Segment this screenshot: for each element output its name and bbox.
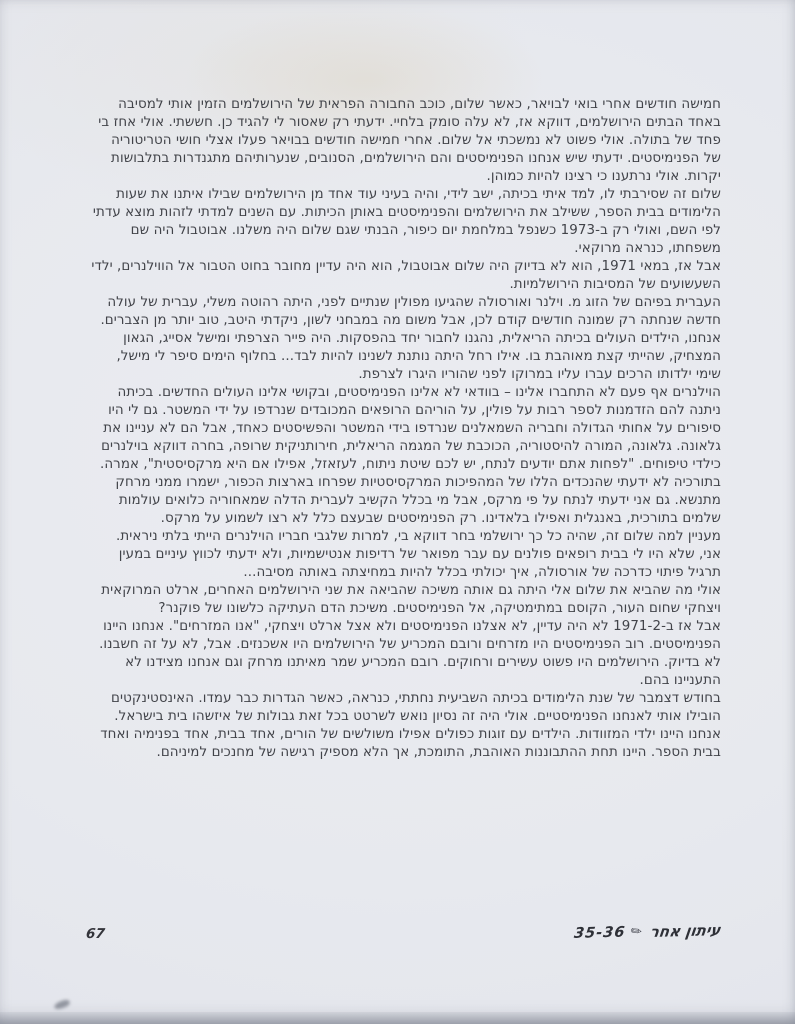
paragraph: מעניין למה שלום זה, שהיה כל כך ירושלמי בחר דווקא בי, למרות שלגבי חבריו הוילנרים הייתי בלתי ניראית. אני, שלא היו לי בבית רופאים פולנים עם עבר מפואר של רדיפות אנטישמיות, ולא ידעתי לכווץ עיניים במעין תרגיל פיתוי כדרכה של אורסולה, איך יכולתי בכלל להיות במחיצתה באותה מסיבה... (116, 529, 721, 580)
paragraph: אבל אז, במאי 1971, הוא לא בדיוק היה שלום אבוטבול, הוא היה עדיין מחובר בחוט הטבור אל הווילנרים, ילדי השעשועים של המסיבות הירושלמיות. (91, 259, 721, 292)
page-bottom-shadow (0, 1012, 795, 1024)
paragraph: חמישה חודשים אחרי בואי לבויאר, כאשר שלום, כוכב החבורה הפראית של הירושלמים הזמין אותי למסיבה באחד הבתים הירושלמים, דווקא אז, לא עלה סומק בלחיי. ידעתי רק שאסור לי להגיד כן. חששתי. אולי אחז בי פחד של בתולה. אולי פשוט לא נמשכתי אל שלום. אחרי חמישה חודשים בבויאר פעלו אצלי חושי הטריטוריה של הפנימיסטים. ידעתי שיש אנחנו הפנימיסטים והם הירושלמים, הסנובים, שנערותיהם מתגנדרות בתלבושות יקרות. אולי נרתענו כי רצינו להיות כמוהן. (98, 97, 721, 184)
page-number: 67 (85, 926, 106, 942)
handwritten-annotation (574, 921, 721, 943)
paragraph: אנחנו, הילדים העולים בכיתה הריאלית, נהגנו לחבור יחד בהפסקות. היה פייר הצרפתי ומישל אסייג, הגאון המצחיק, שהייתי קצת מאוהבת בו. אילו רחל היתה נותנת לשנינו להיות לבד... בחלוף הימים סיפר לי מישל, שימי ילדותו הרכים עברו עליו במרוקו לפני שהוריו היגרו לצרפת. (116, 331, 721, 382)
scan-smudge (53, 999, 70, 1011)
paragraph: בחודש דצמבר של שנת הלימודים בכיתה השביעית נחתתי, כנראה, כאשר הגדרות כבר עמדו. האינסטינקטים הובילו אותי לאנחנו הפנימיסטיים. אולי היה זה נסיון נואש לשרטט בכל זאת גבולות של איזשהו בית בישראל. (111, 691, 721, 724)
pencil-icon: ✎ (628, 922, 647, 941)
paragraph: אולי מה שהביא את שלום אלי היתה גם אותה משיכה שהביאה את שני הירושלמים האחרים, ארלט המרוקאית ויצחקי שחום העור, הקוסם במתימטיקה, אל הפנימיסטים. משיכת הדם העתיקה כלשונו של פוקנר? (101, 583, 721, 616)
paragraph: הוילנרים אף פעם לא התחברו אלינו – בוודאי לא אלינו הפנימיסטים, ובקושי אלינו העולים החדשים. בכיתה ניתנה להם הזדמנות לספר רבות על פולין, על הוריהם הרופאים המכובדים שנרדפו על ידי המשטר. גם לי היו סיפורים על אחותי הגדולה וחבריה השמאלנים שנרדפו בידי המשטר והפשיסטים כאחד, אבל הם לא עניינו את גלאונה. גלאונה, המורה להיסטוריה, הכוכבת של המגמה הריאלית, חירותניקית שרופה, בחרה דווקא בוילנרים כילדי טיפוחים. "לפחות אתם יודעים לנתח, יש לכם שיטת ניתוח, לעזאזל, אפילו אם היא מרקסיסטית", אמרה. (99, 385, 721, 472)
paragraph: העברית בפיהם של הזוג מ. וילנר ואורסולה שהגיעו מפולין שנתיים לפני, היתה רהוטה משלי, עברית של עולה חדשה שנחתה רק שמונה חודשים קודם לכן, אבל משום מה במבחני לשון, ניקדתי היטב, טוב יותר מן הצברים. (100, 295, 721, 328)
paragraph: שלום זה שסירבתי לו, למד איתי בכיתה, ישב לידי, והיה בעיני עוד אחד מן הירושלמים שבילו איתנו את שעות הלימודים בבית הספר, ששילב את הירושלמים והפנימיסטים באותן הכיתות. עם השנים למדתי לזהות מוצא עדתי לפי השם, ואולי רק ב-1973 כשנפל במלחמת יום כיפור, הבנתי שגם שלום היה משלנו. אבוטבול היה שם משפחתו, כנראה מרוקאי. (92, 187, 721, 256)
paragraph: בתורכיה לא ידעתי שהנכדים הללו של המהפיכות המרקסיסטיות שפרחו בארצות הכפור, ישמרו ממני מרחק מתנשא. גם אני ידעתי לנתח על פי מרקס, אבל מי בכלל הקשיב לעברית הדלה שמאחוריה כלואים עולמות שלמים בתורכית, באנגלית ואפילו בלאדינו. רק הפנימיסטים שבעצם כלל לא רצו לשמוע על מרקס. (115, 475, 721, 526)
body-text (91, 96, 721, 762)
paragraph: אבל אז ב-1971-2 לא היה עדיין, לא אצלנו הפנימיסטים ולא אצל ארלט ויצחקי, "אנו המזרחים". אנחנו היינו הפנימיסטים. רוב הפנימיסטים היו מזרחים ורובם המכריע של הירושלמים היו אשכנזים. אבל, לא על זה חשבנו. לא בדיוק. הירושלמים היו פשוט עשירים ורחוקים. רובם המכריע שמר מאיתנו מרחק וגם אנחנו מצידנו לא התעניינו בהם. (99, 619, 721, 688)
annotation-page-range: 35-36 (573, 924, 627, 942)
annotation-text: עיתון אחר (649, 921, 723, 941)
paragraph: אנחנו היינו ילדי המזוודות. הילדים עם זוגות כפולים אפילו משולשים של הורים, אחד בבית, אחד בפנימיה ואחד בבית הספר. היינו תחת ההתבוננות האוהבת, התומכת, אך הלא מספיק רגישה של מחנכים למיניהם. (100, 727, 721, 760)
